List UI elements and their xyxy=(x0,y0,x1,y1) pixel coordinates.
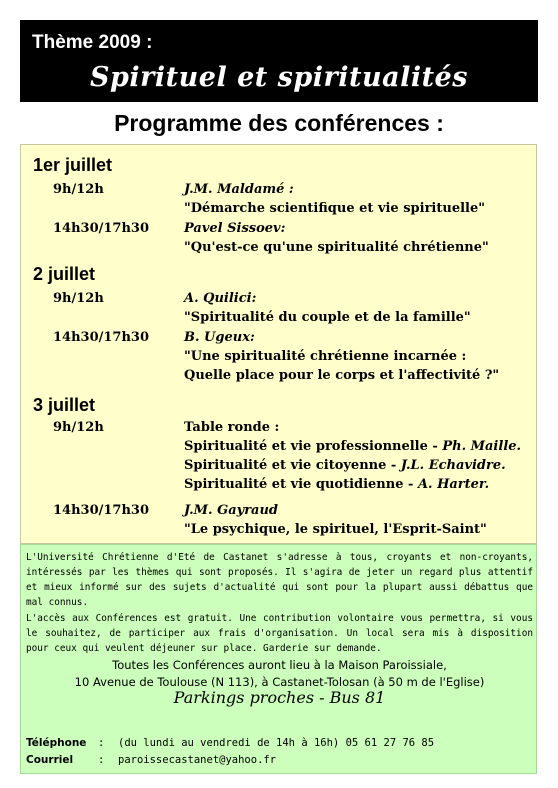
session-time: 9h/12h xyxy=(53,420,104,435)
panel-speaker: A. Harter. xyxy=(417,477,490,492)
phone-row xyxy=(26,737,434,749)
session-title: "Spiritualité du couple et de la famille" xyxy=(184,310,471,325)
panel-topic: Spiritualité et vie citoyenne - xyxy=(184,458,401,473)
parking-line: Parkings proches - Bus 81 xyxy=(173,688,386,707)
session-speaker: J.M. Maldamé : xyxy=(184,182,294,197)
day-heading: 3 juillet xyxy=(33,395,96,415)
day-heading: 1er juillet xyxy=(33,155,113,175)
panel-heading: Table ronde : xyxy=(184,420,280,435)
session-time: 14h30/17h30 xyxy=(53,503,150,518)
phone-value: (du lundi au vendredi de 14h à 16h) 05 61 27 76 85 xyxy=(118,737,435,749)
panel-topic: Spiritualité et vie professionnelle - xyxy=(184,439,443,454)
session-speaker: B. Ugeux: xyxy=(184,330,255,345)
header-banner xyxy=(20,20,538,102)
session-title: "Le psychique, le spirituel, l'Esprit-Saint" xyxy=(184,522,487,537)
intro-paragraph: L'Université Chrétienne d'Eté de Castanet s'adresse à tous, croyants et non-croyants, intéressés par les thèmes qui sont proposés. Il s'agira de jeter un regard plus attentif et mieux informé sur des sujets d'actualité qui sont pour la plupart aussi débattus que mal connus. xyxy=(26,552,533,608)
session-title: "Qu'est-ce qu'une spiritualité chrétienne" xyxy=(184,240,489,255)
day-heading: 2 juillet xyxy=(33,264,96,284)
venue-line: Toutes les Conférences auront lieu à la Maison Paroissiale, xyxy=(112,658,447,672)
session-title: Quelle place pour le corps et l'affectivité ?" xyxy=(184,368,500,383)
phone-colon: : xyxy=(98,737,105,749)
session-time: 14h30/17h30 xyxy=(53,330,150,345)
session-speaker: J.M. Gayraud xyxy=(184,503,279,518)
phone-label: Téléphone xyxy=(26,737,87,749)
session-speaker: Pavel Sissoev: xyxy=(184,221,286,236)
panel-item xyxy=(184,458,506,473)
panel-speaker: J.L. Echavidre. xyxy=(400,458,506,473)
session-title: "Une spiritualité chrétienne incarnée : xyxy=(184,349,467,364)
email-link[interactable]: paroissecastanet@yahoo.fr xyxy=(118,754,277,766)
theme-title: Spirituel et spiritualités xyxy=(90,62,468,93)
info-box xyxy=(20,544,537,774)
session-time: 9h/12h xyxy=(53,291,104,306)
theme-label: Thème 2009 : xyxy=(32,32,153,53)
address-line: 10 Avenue de Toulouse (N 113), à Castanet-Tolosan (à 50 m de l'Eglise) xyxy=(74,675,485,689)
session-speaker: A. Quilici: xyxy=(184,291,257,306)
email-label: Courriel xyxy=(26,754,74,766)
email-row xyxy=(26,754,276,766)
schedule-box xyxy=(20,144,537,544)
panel-item xyxy=(184,477,489,492)
program-title: Programme des conférences : xyxy=(114,110,444,136)
email-colon: : xyxy=(98,754,105,766)
panel-topic: Spiritualité et vie quotidienne - xyxy=(184,477,418,492)
panel-speaker: Ph. Maille. xyxy=(442,439,522,454)
access-paragraph: L'accès aux Conférences est gratuit. Une contribution volontaire vous permettra, si vous le souhaitez, de participer aux frais d'organisation. Un local sera mis à disposition pour ceux qui veulent déjeuner sur place. Garderie sur demande. xyxy=(26,613,533,654)
session-title: "Démarche scientifique et vie spirituelle" xyxy=(184,201,486,216)
panel-item xyxy=(184,439,521,454)
session-time: 9h/12h xyxy=(53,182,104,197)
session-time: 14h30/17h30 xyxy=(53,221,150,236)
